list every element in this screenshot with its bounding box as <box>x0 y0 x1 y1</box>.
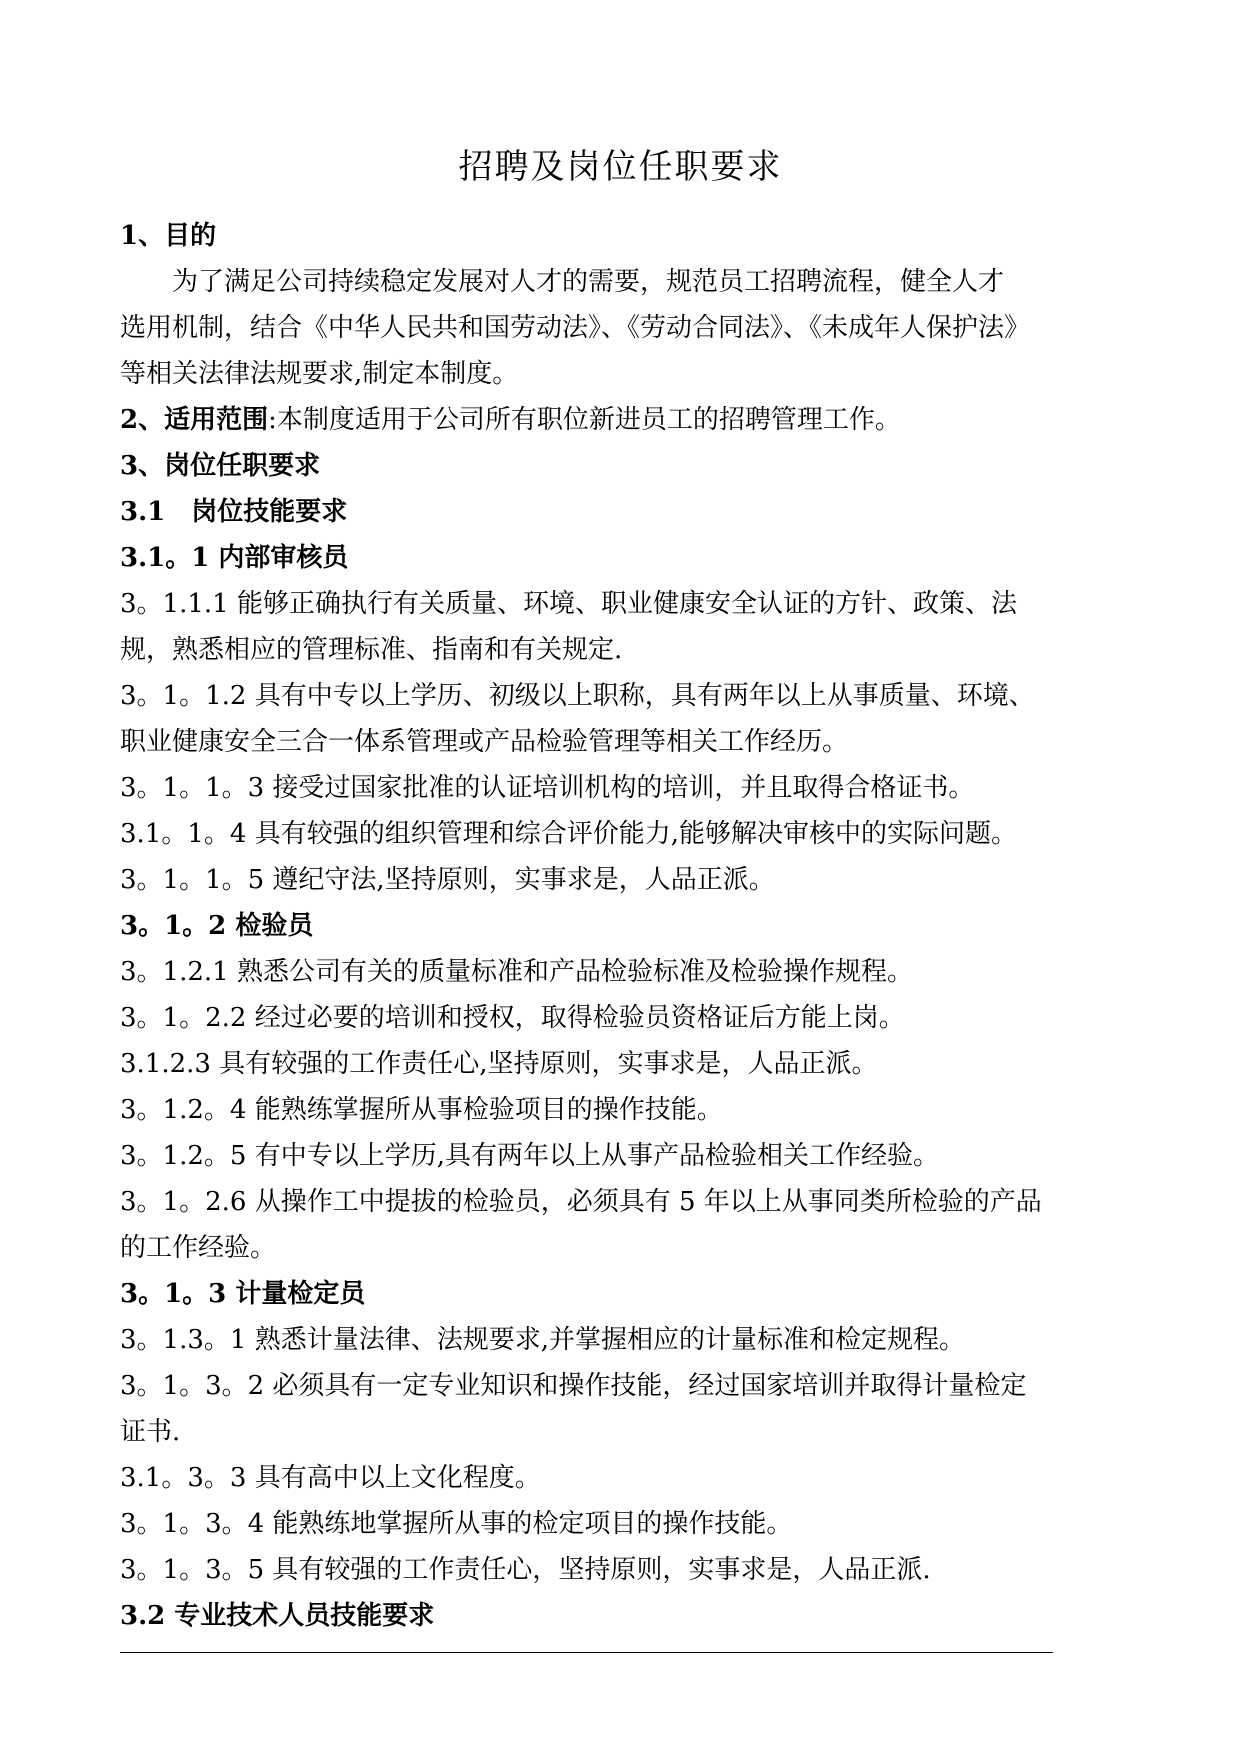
paragraph-line: 3。1。2.6 从操作工中提拔的检验员，必须具有 5 年以上从事同类所检验的产品 <box>120 1187 1042 1217</box>
paragraph-line: 3。1。3。4 能熟练地掌握所从事的检定项目的操作技能。 <box>120 1509 793 1539</box>
paragraph-line: 3.1。1。4 具有较强的组织管理和综合评价能力,能够解决审核中的实际问题。 <box>120 819 1017 849</box>
paragraph-line: 职业健康安全三合一体系管理或产品检验管理等相关工作经历。 <box>120 727 849 757</box>
paragraph-line: 证书. <box>120 1417 181 1447</box>
section-heading: 1、目的 <box>120 221 217 251</box>
paragraph-line: 3。1。1。5 遵纪守法,坚持原则，实事求是，人品正派。 <box>120 865 775 895</box>
paragraph-line: 3。1.2。5 有中专以上学历,具有两年以上从事产品检验相关工作经验。 <box>120 1141 939 1171</box>
paragraph-line: 3。1.1.1 能够正确执行有关质量、环境、职业健康安全认证的方针、政策、法 <box>120 589 1017 619</box>
paragraph-line: 等相关法律法规要求,制定本制度。 <box>120 359 519 389</box>
subsection-heading: 3.1 岗位技能要求 <box>120 497 348 527</box>
paragraph-line: 3。1。1.2 具有中专以上学历、初级以上职称，具有两年以上从事质量、环境、 <box>120 681 1035 711</box>
subsection-heading: 3。1。2 检验员 <box>120 911 314 941</box>
paragraph-line: 3。1.2。4 能熟练掌握所从事检验项目的操作技能。 <box>120 1095 723 1125</box>
paragraph-line: 的工作经验。 <box>120 1233 277 1263</box>
paragraph-line: 为了满足公司持续稳定发展对人才的需要，规范员工招聘流程，健全人才 <box>172 267 1005 297</box>
paragraph-line: 3.1。3。3 具有高中以上文化程度。 <box>120 1463 541 1493</box>
subsection-heading: 3.1。1 内部审核员 <box>120 543 349 573</box>
paragraph-line: 3。1。3。2 必须具有一定专业知识和操作技能，经过国家培训并取得计量检定 <box>120 1371 1027 1401</box>
footer-divider <box>120 1652 1053 1653</box>
paragraph-line: 规，熟悉相应的管理标准、指南和有关规定. <box>120 635 623 665</box>
section-heading: 3、岗位任职要求 <box>120 451 321 481</box>
paragraph-line: 3。1。3。5 具有较强的工作责任心，坚持原则，实事求是，人品正派. <box>120 1555 931 1585</box>
document-title: 招聘及岗位任职要求 <box>458 147 783 187</box>
scope-label: 2、适用范围 <box>120 405 269 435</box>
paragraph-line: 3.1.2.3 具有较强的工作责任心,坚持原则，实事求是，人品正派。 <box>120 1049 878 1079</box>
scope-line <box>120 397 1130 443</box>
scope-text: :本制度适用于公司所有职位新进员工的招聘管理工作。 <box>268 405 901 435</box>
paragraph-line: 3。1.2.1 熟悉公司有关的质量标准和产品检验标准及检验操作规程。 <box>120 957 913 987</box>
paragraph-line: 3。1。1。3 接受过国家批准的认证培训机构的培训，并且取得合格证书。 <box>120 773 975 803</box>
subsection-heading: 3。1。3 计量检定员 <box>120 1279 366 1309</box>
paragraph-line: 3。1。2.2 经过必要的培训和授权，取得检验员资格证后方能上岗。 <box>120 1003 905 1033</box>
subsection-heading: 3.2 专业技术人员技能要求 <box>120 1601 435 1631</box>
paragraph-line: 选用机制，结合《中华人民共和国劳动法》、《劳动合同法》、《未成年人保护法》 <box>120 313 1031 343</box>
paragraph-line: 3。1.3。1 熟悉计量法律、法规要求,并掌握相应的计量标准和检定规程。 <box>120 1325 965 1355</box>
